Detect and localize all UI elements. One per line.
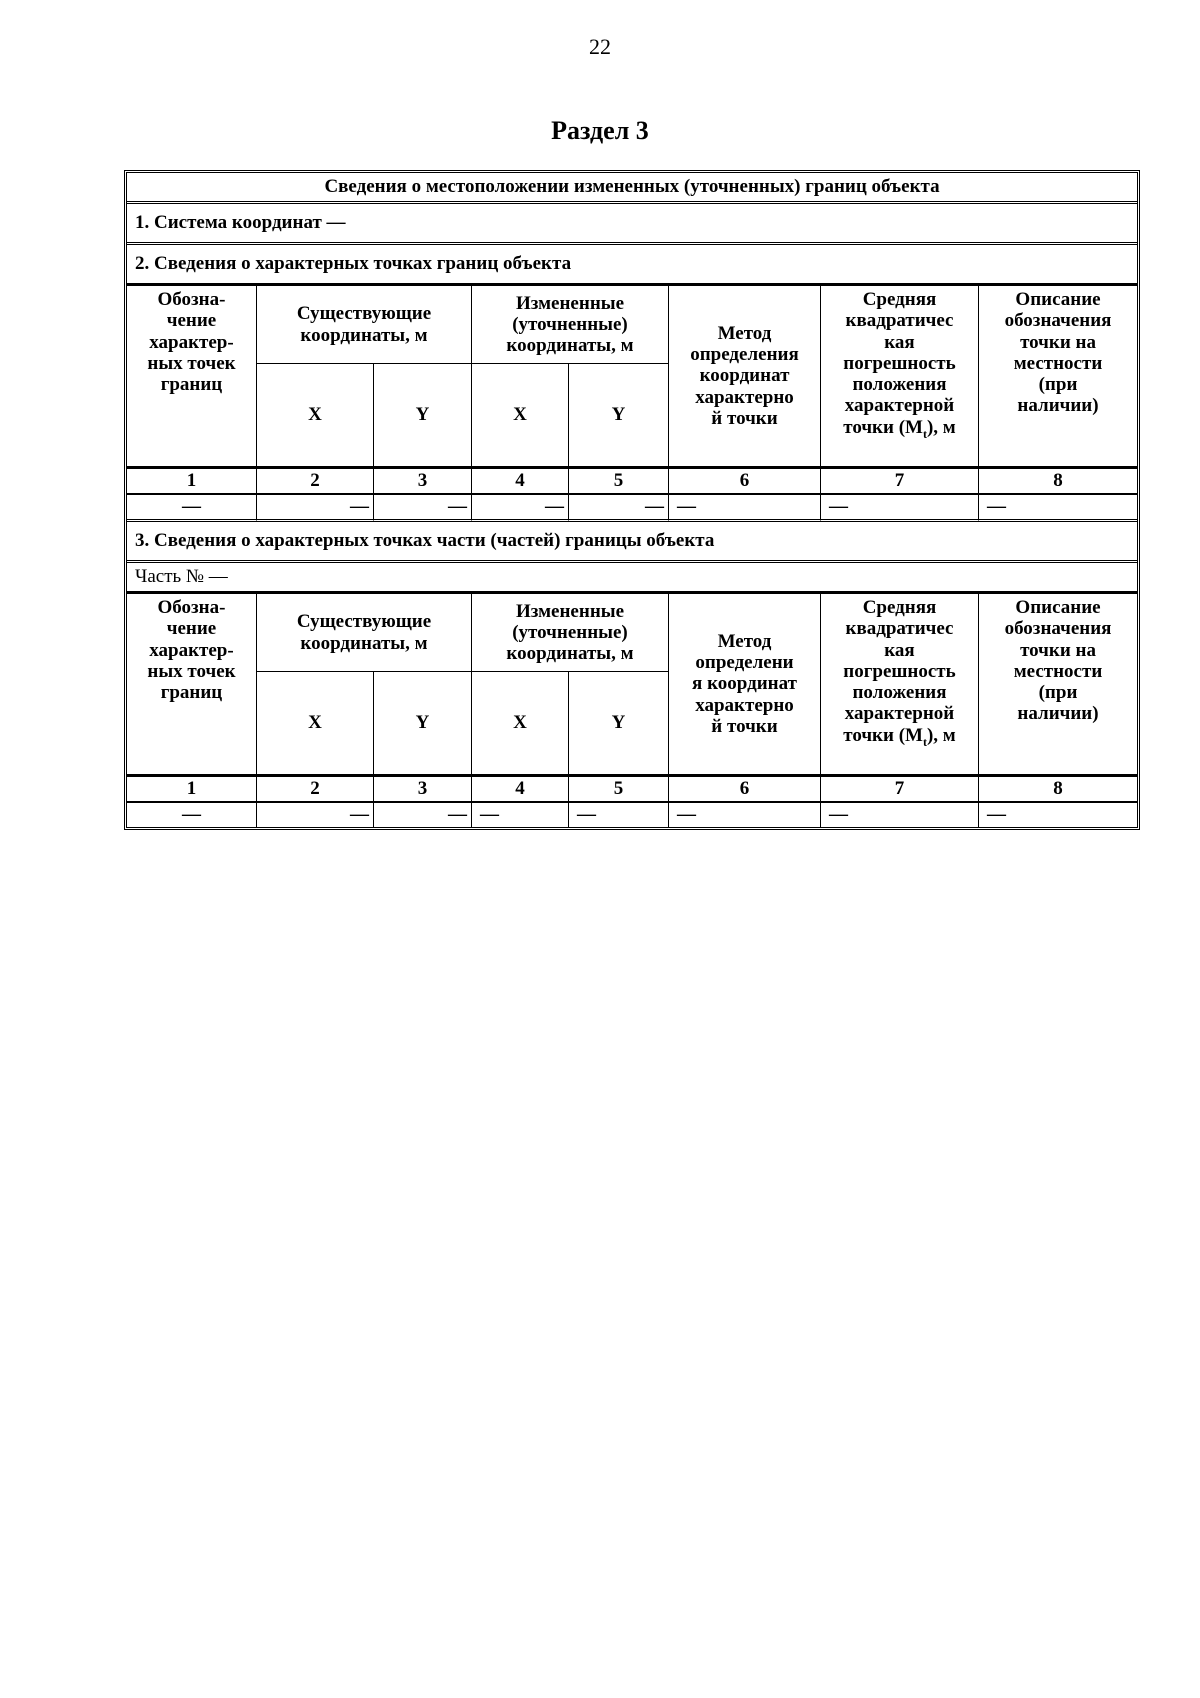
data-cell: — bbox=[669, 495, 821, 522]
header-point-designation: Обозна- чение характер- ных точек границ bbox=[127, 592, 257, 775]
header-accuracy: Средняя квадратичес кая погрешность положения характерной точки $(M_t)$, м bbox=[821, 592, 979, 775]
page-number: 22 bbox=[589, 34, 611, 59]
data-cell: — bbox=[821, 495, 979, 522]
data-cell: — bbox=[257, 495, 374, 522]
data-cell: — bbox=[821, 803, 979, 827]
col-num-2: 2 bbox=[257, 775, 374, 803]
col-num-7: 7 bbox=[821, 775, 979, 803]
boundary-table bbox=[124, 170, 1140, 830]
col-num-4: 4 bbox=[472, 775, 569, 803]
col-num-6: 6 bbox=[669, 775, 821, 803]
col-num-6: 6 bbox=[669, 467, 821, 495]
part-number-row: Часть № — bbox=[127, 563, 1137, 592]
data-cell: — bbox=[127, 495, 257, 522]
header-changed-y: Y bbox=[569, 672, 669, 775]
col-num-7: 7 bbox=[821, 467, 979, 495]
header-existing-coords: Существующие координаты, м bbox=[257, 284, 472, 364]
col-num-1: 1 bbox=[127, 467, 257, 495]
header-accuracy: Средняя квадратичес кая погрешность положения характерной точки $(M_t)$, м bbox=[821, 284, 979, 467]
col-num-8: 8 bbox=[979, 775, 1137, 803]
subsection-3-title: 3. Сведения о характерных точках части (частей) границы объекта bbox=[127, 522, 1137, 563]
data-cell: — bbox=[257, 803, 374, 827]
header-point-designation: Обозна- чение характер- ных точек границ bbox=[127, 284, 257, 467]
header-description: Описание обозначения точки на местности (при наличии) bbox=[979, 284, 1137, 467]
col-num-3: 3 bbox=[374, 775, 472, 803]
data-cell: — bbox=[374, 803, 472, 827]
data-cell: — bbox=[472, 803, 569, 827]
header-changed-y: Y bbox=[569, 364, 669, 467]
header-changed-x: X bbox=[472, 364, 569, 467]
data-cell: — bbox=[987, 804, 1006, 826]
col-num-5: 5 bbox=[569, 467, 669, 495]
col-num-1: 1 bbox=[127, 775, 257, 803]
col-num-5: 5 bbox=[569, 775, 669, 803]
header-description: Описание обозначения точки на местности (при наличии) bbox=[979, 592, 1137, 775]
coord-system-row: 1. Система координат — bbox=[127, 204, 1137, 245]
col-num-3: 3 bbox=[374, 467, 472, 495]
header-method: Метод определения координат характерно й точки bbox=[669, 284, 821, 467]
data-cell: — bbox=[374, 495, 472, 522]
header-existing-y: Y bbox=[374, 364, 472, 467]
col-num-4: 4 bbox=[472, 467, 569, 495]
data-cell: — bbox=[979, 495, 1137, 522]
header-changed-coords: Измененные (уточненные) координаты, м bbox=[472, 284, 669, 364]
data-cell: — bbox=[472, 495, 569, 522]
header-existing-coords: Существующие координаты, м bbox=[257, 592, 472, 672]
section-title: Раздел 3 bbox=[551, 116, 649, 145]
data-cell: — bbox=[669, 803, 821, 827]
col-num-8: 8 bbox=[979, 467, 1137, 495]
header-existing-y: Y bbox=[374, 672, 472, 775]
header-existing-x: X bbox=[257, 672, 374, 775]
data-cell: — bbox=[569, 803, 669, 827]
subsection-2-title: 2. Сведения о характерных точках границ объекта bbox=[127, 245, 1137, 284]
header-changed-x: X bbox=[472, 672, 569, 775]
header-changed-coords: Измененные (уточненные) координаты, м bbox=[472, 592, 669, 672]
col-num-2: 2 bbox=[257, 467, 374, 495]
header-method: Метод определени я координат характерно й точки bbox=[669, 592, 821, 775]
table-title: Сведения о местоположении измененных (уточненных) границ объекта bbox=[127, 173, 1137, 204]
data-cell: — bbox=[569, 495, 669, 522]
header-existing-x: X bbox=[257, 364, 374, 467]
data-cell: — bbox=[127, 803, 257, 827]
